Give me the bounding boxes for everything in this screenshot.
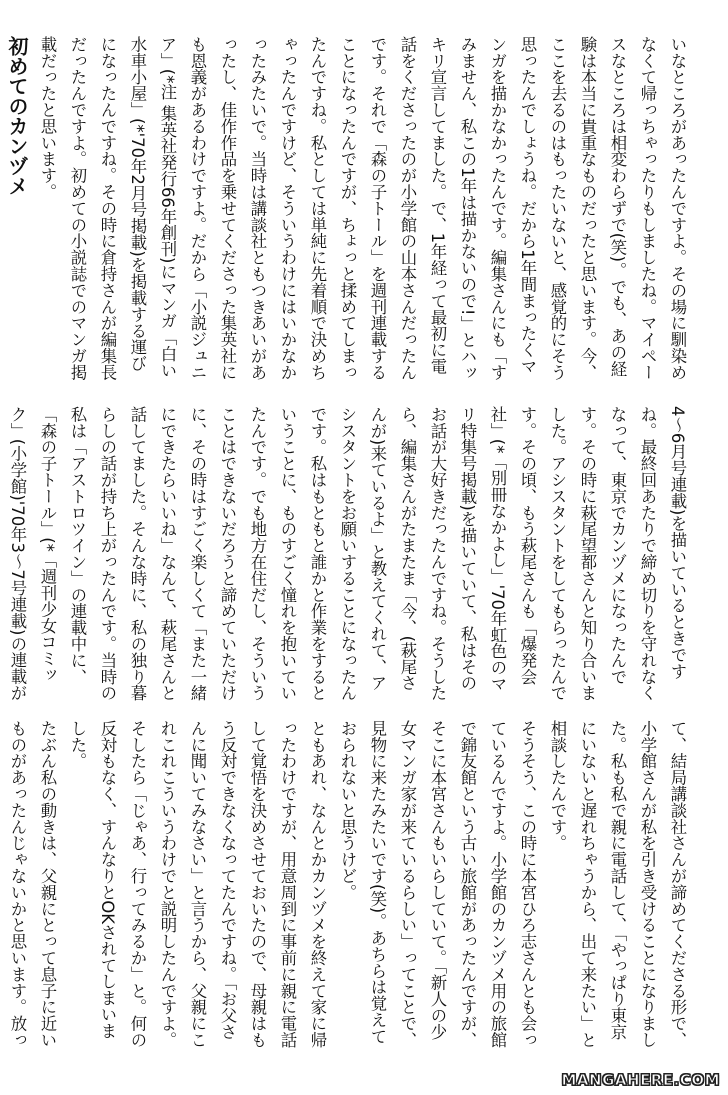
paragraph: て、結局講談社さんが諦めてくださる形で、小学館さんが私を引き受けることになりました。私も私で親に電話して、「やっぱり東京にいないと遅れちゃうから、出て来たい」と相談したんです。 <box>548 720 687 1048</box>
paragraph: ともあれ、なんとかカンヅメを終えて家に帰ったわけですが、用意周到に事前に親に電話して覚悟を決めさせておいたので、母親はもう反対できなくなってたんですね。「お父さんに聞いてみなさい」と言うから、父親にこれこれこういうわけでと説明したんですよ。そしたら「じゃあ、行ってみるか」と。何の反対もなく、すんなりとOKされてしまいました。 <box>68 720 327 1048</box>
site-watermark: MANGAHERE.COM <box>561 1071 720 1089</box>
paragraph: 4〜6月号連載)を描いているときですね。最終回あたりで締め切りを守れなくなって、東京でカンヅメになったんです。その時に萩尾望都さんと知り合いました。アシスタントをしてもらったんです。その頃、もう萩尾さんも「爆発会社」(*「別冊なかよし」'70年虹色のマリ特集号掲載)を描いていて、私はそのお話が大好きだったんですね。そうしたら、編集さんがたまたま「今、(萩尾さんが)来ているよ」と教えてくれて、アシスタントをお願いすることになったんです。私はもともと誰かと作業をするということに、ものすごく憧れを抱いていたんです。でも地方在住だし、そういうことはできないだろうと諦めていただけに、その時はすごく楽しくて「また一緒にできたらいいね」なんて、萩尾さんと話してました。そんな時に、私の独り暮らしの話が持ち上がったんです。当時の私は「アストロツイン」の連載中に、「森の子トール」(*「週刊少女コミック」(小学館)'70年3〜7号連載)の連載が <box>8 406 687 702</box>
text-block-bottom <box>8 720 692 1050</box>
paragraph: そうそう、この時に本宮ひろ志さんとも会っているんですよ。小学館のカンヅメ用の旅館で錦友館という古い旅館があったんですが、そこに本宮さんもいらしていて。「新人の少女マンガ家が来ているらしい」ってことで、見物に来たみたいです(笑)。あちらは覚えておられないと思うけど。 <box>338 720 537 1048</box>
paragraph: いなところがあったんですよ。その場に馴染めなくて帰っちゃったりもしましたね。マイペースなところは相変わらずで(笑)。でも、あの経験は本当に貴重なものだったと思います。今、ここを去るのはもったいないと、感覚的にそう思ったんでしょうね。だから1年間まったくマンガを描かなかったんです。編集さんにも「すみません、私この1年は描かないので!」とハッキリ宣言してました。で、1年経って最初に電話をくださったのが小学館の山本さんだったんです。それで「森の子トール」を週刊連載することになったんですが、ちょっと揉めてしまったんですね。私としては単純に先着順で決めちゃったんですけど、そういうわけにはいかなかったみたいで。当時は講談社ともつきあいがあったし、佳作作品を乗せてくださった集英社にも恩義があるわけですよ。だから「小説ジュニア」(*注 集英社発行66年創刊)にマンガ「白い水車小屋」(*'70年2月号掲載)を掲載する運びになったんですね。その時に倉持さんが編集長だったんですよ。初めての小説誌でのマンガ掲載だったと思います。 <box>38 36 687 381</box>
paragraph: たぶん私の動きは、父親にとって息子に近いものがあったんじゃないかと思います。放っ <box>8 720 57 1048</box>
section-heading: 初めてのカンヅメ <box>5 36 29 196</box>
text-block-middle <box>8 406 692 702</box>
text-block-top <box>5 36 692 386</box>
